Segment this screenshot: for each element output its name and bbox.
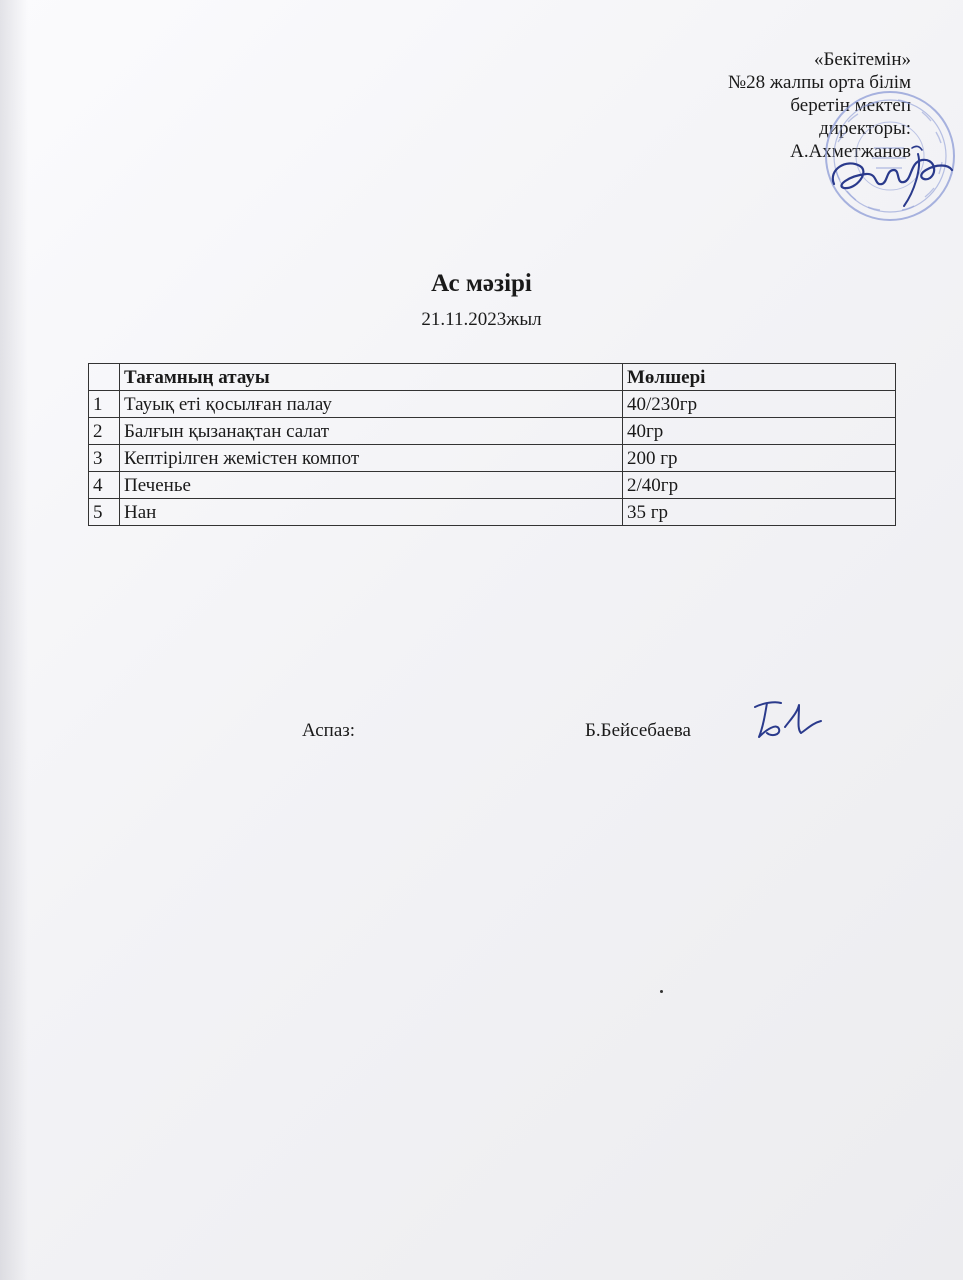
row-amount: 2/40гр: [623, 472, 896, 499]
row-number: 5: [89, 499, 120, 526]
header-dish-name: Тағамның атауы: [120, 364, 623, 391]
approval-line-1: «Бекітемін»: [813, 49, 911, 70]
table-row: [89, 472, 896, 499]
page-shadow: [0, 0, 28, 1280]
row-dish-name: Нан: [120, 499, 623, 526]
row-amount: 35 гр: [623, 499, 896, 526]
row-amount: 200 гр: [623, 445, 896, 472]
cook-signature: [745, 693, 825, 743]
director-signature: [826, 140, 956, 210]
row-number: 3: [89, 445, 120, 472]
approval-line-2: №28 жалпы орта білім: [728, 72, 911, 93]
row-number: 2: [89, 418, 120, 445]
header-number: [89, 364, 120, 391]
approval-line-4: директоры:: [819, 118, 911, 139]
table-header-row: [89, 364, 896, 391]
document-title: Ас мәзірі: [431, 270, 532, 297]
row-amount: 40/230гр: [623, 391, 896, 418]
paper-speck: [660, 990, 663, 993]
row-number: 4: [89, 472, 120, 499]
table-row: [89, 391, 896, 418]
row-dish-name: Кептірілген жемістен компот: [120, 445, 623, 472]
approval-line-5: А.Ахметжанов: [790, 141, 911, 162]
row-number: 1: [89, 391, 120, 418]
table-row: [89, 445, 896, 472]
cook-name: Б.Бейсебаева: [585, 720, 691, 741]
menu-table: [88, 363, 896, 526]
header-amount: Мөлшері: [623, 364, 896, 391]
table-row: [89, 418, 896, 445]
row-amount: 40гр: [623, 418, 896, 445]
cook-label: Аспаз:: [302, 720, 356, 741]
document-date: 21.11.2023жыл: [421, 309, 542, 330]
row-dish-name: Тауық еті қосылған палау: [120, 391, 623, 418]
row-dish-name: Печенье: [120, 472, 623, 499]
table-row: [89, 499, 896, 526]
row-dish-name: Балғын қызанақтан салат: [120, 418, 623, 445]
approval-line-3: беретін мектеп: [790, 95, 911, 116]
